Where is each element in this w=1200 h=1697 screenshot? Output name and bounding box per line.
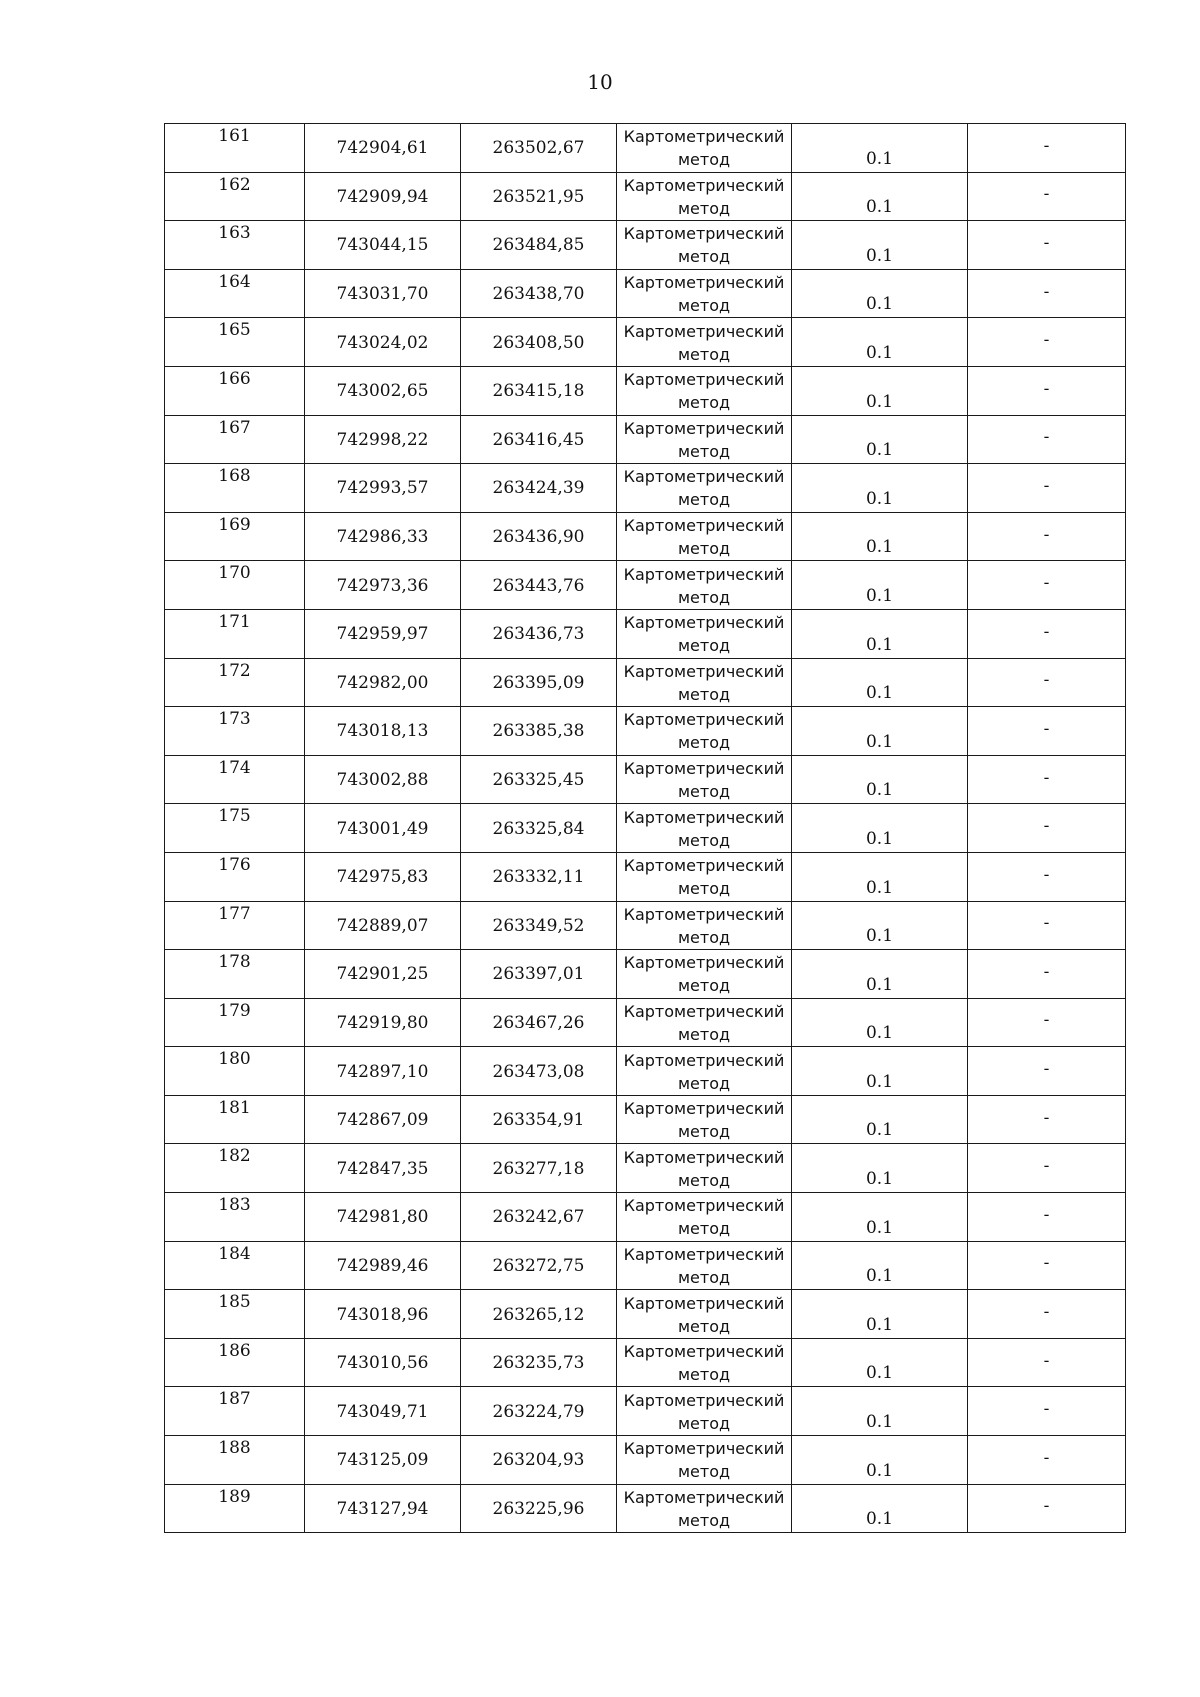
method-line: метод [677, 393, 731, 413]
method-line: метод [677, 830, 731, 850]
note-cell: - [968, 366, 1126, 415]
method-cell [617, 804, 792, 853]
method-line: Картометрический [623, 759, 785, 779]
note-cell: - [968, 415, 1126, 464]
method-line: Картометрический [623, 856, 785, 876]
method-cell [617, 1436, 792, 1485]
method-line: Картометрический [623, 1244, 785, 1264]
table-row [165, 1338, 1126, 1387]
point-number-cell: 178 [165, 950, 305, 999]
method-cell [617, 1047, 792, 1096]
note-cell: - [968, 221, 1126, 270]
accuracy-cell: 0.1 [792, 561, 968, 610]
method-cell [617, 221, 792, 270]
y-coordinate-cell: 263438,70 [461, 269, 617, 318]
note-cell: - [968, 755, 1126, 804]
note-cell: - [968, 1338, 1126, 1387]
y-coordinate-cell: 263473,08 [461, 1047, 617, 1096]
method-cell [617, 1338, 792, 1387]
note-cell: - [968, 1387, 1126, 1436]
method-cell [617, 269, 792, 318]
point-number-cell: 164 [165, 269, 305, 318]
table-row [165, 1241, 1126, 1290]
accuracy-cell: 0.1 [792, 1193, 968, 1242]
table-row [165, 1095, 1126, 1144]
note-cell: - [968, 1290, 1126, 1339]
accuracy-cell: 0.1 [792, 221, 968, 270]
point-number-cell: 173 [165, 707, 305, 756]
point-number-cell: 168 [165, 464, 305, 513]
accuracy-cell: 0.1 [792, 318, 968, 367]
method-cell [617, 950, 792, 999]
x-coordinate-cell: 742901,25 [305, 950, 461, 999]
method-line: метод [677, 587, 731, 607]
accuracy-cell: 0.1 [792, 950, 968, 999]
note-cell: - [968, 512, 1126, 561]
table-row [165, 707, 1126, 756]
method-line: метод [677, 782, 731, 802]
note-cell: - [968, 1144, 1126, 1193]
x-coordinate-cell: 743125,09 [305, 1436, 461, 1485]
y-coordinate-cell: 263397,01 [461, 950, 617, 999]
table-row [165, 1144, 1126, 1193]
table-row [165, 804, 1126, 853]
note-cell: - [968, 124, 1126, 173]
method-cell [617, 658, 792, 707]
method-line: Картометрический [623, 1001, 785, 1021]
accuracy-cell: 0.1 [792, 1387, 968, 1436]
method-line: метод [677, 927, 731, 947]
method-line: Картометрический [623, 1439, 785, 1459]
x-coordinate-cell: 743010,56 [305, 1338, 461, 1387]
method-cell [617, 901, 792, 950]
table-row [165, 1047, 1126, 1096]
method-cell [617, 1193, 792, 1242]
method-line: Картометрический [623, 904, 785, 924]
method-line: Картометрический [623, 1342, 785, 1362]
y-coordinate-cell: 263424,39 [461, 464, 617, 513]
note-cell: - [968, 172, 1126, 221]
method-line: Картометрический [623, 321, 785, 341]
accuracy-cell: 0.1 [792, 1144, 968, 1193]
method-line: Картометрический [623, 1196, 785, 1216]
point-number-cell: 166 [165, 366, 305, 415]
method-line: метод [677, 539, 731, 559]
note-cell: - [968, 658, 1126, 707]
y-coordinate-cell: 263467,26 [461, 998, 617, 1047]
x-coordinate-cell: 743002,88 [305, 755, 461, 804]
method-line: метод [677, 1510, 731, 1530]
method-line: Картометрический [623, 1390, 785, 1410]
method-cell [617, 464, 792, 513]
x-coordinate-cell: 742975,83 [305, 852, 461, 901]
table-row [165, 658, 1126, 707]
point-number-cell: 185 [165, 1290, 305, 1339]
y-coordinate-cell: 263502,67 [461, 124, 617, 173]
x-coordinate-cell: 742989,46 [305, 1241, 461, 1290]
table-row [165, 950, 1126, 999]
table-row [165, 172, 1126, 221]
accuracy-cell: 0.1 [792, 804, 968, 853]
point-number-cell: 163 [165, 221, 305, 270]
accuracy-cell: 0.1 [792, 464, 968, 513]
accuracy-cell: 0.1 [792, 1484, 968, 1533]
point-number-cell: 162 [165, 172, 305, 221]
table-row [165, 998, 1126, 1047]
table-row [165, 901, 1126, 950]
method-line: Картометрический [623, 224, 785, 244]
accuracy-cell: 0.1 [792, 1047, 968, 1096]
method-line: метод [677, 150, 731, 170]
accuracy-cell: 0.1 [792, 124, 968, 173]
method-line: метод [677, 441, 731, 461]
table-row [165, 1387, 1126, 1436]
y-coordinate-cell: 263325,84 [461, 804, 617, 853]
accuracy-cell: 0.1 [792, 1241, 968, 1290]
x-coordinate-cell: 743044,15 [305, 221, 461, 270]
method-line: Картометрический [623, 1293, 785, 1313]
point-number-cell: 187 [165, 1387, 305, 1436]
point-number-cell: 169 [165, 512, 305, 561]
method-cell [617, 707, 792, 756]
accuracy-cell: 0.1 [792, 755, 968, 804]
method-line: метод [677, 344, 731, 364]
table-row [165, 561, 1126, 610]
point-number-cell: 171 [165, 609, 305, 658]
y-coordinate-cell: 263385,38 [461, 707, 617, 756]
y-coordinate-cell: 263242,67 [461, 1193, 617, 1242]
y-coordinate-cell: 263443,76 [461, 561, 617, 610]
x-coordinate-cell: 742959,97 [305, 609, 461, 658]
point-number-cell: 177 [165, 901, 305, 950]
note-cell: - [968, 269, 1126, 318]
point-number-cell: 188 [165, 1436, 305, 1485]
y-coordinate-cell: 263521,95 [461, 172, 617, 221]
y-coordinate-cell: 263436,73 [461, 609, 617, 658]
note-cell: - [968, 901, 1126, 950]
method-line: метод [677, 879, 731, 899]
point-number-cell: 161 [165, 124, 305, 173]
y-coordinate-cell: 263235,73 [461, 1338, 617, 1387]
note-cell: - [968, 852, 1126, 901]
y-coordinate-cell: 263325,45 [461, 755, 617, 804]
point-number-cell: 189 [165, 1484, 305, 1533]
accuracy-cell: 0.1 [792, 901, 968, 950]
method-line: Картометрический [623, 953, 785, 973]
note-cell: - [968, 950, 1126, 999]
note-cell: - [968, 1436, 1126, 1485]
x-coordinate-cell: 743002,65 [305, 366, 461, 415]
table-row [165, 512, 1126, 561]
method-cell [617, 512, 792, 561]
x-coordinate-cell: 743018,13 [305, 707, 461, 756]
accuracy-cell: 0.1 [792, 172, 968, 221]
method-cell [617, 1144, 792, 1193]
accuracy-cell: 0.1 [792, 1436, 968, 1485]
method-line: Картометрический [623, 127, 785, 147]
method-line: метод [677, 1316, 731, 1336]
x-coordinate-cell: 743001,49 [305, 804, 461, 853]
method-line: Картометрический [623, 1099, 785, 1119]
x-coordinate-cell: 742904,61 [305, 124, 461, 173]
method-line: метод [677, 1073, 731, 1093]
method-line: Картометрический [623, 1147, 785, 1167]
method-cell [617, 1387, 792, 1436]
method-line: метод [677, 247, 731, 267]
method-line: метод [677, 1122, 731, 1142]
point-number-cell: 181 [165, 1095, 305, 1144]
method-cell [617, 172, 792, 221]
method-cell [617, 1484, 792, 1533]
method-line: метод [677, 1365, 731, 1385]
x-coordinate-cell: 742982,00 [305, 658, 461, 707]
point-number-cell: 170 [165, 561, 305, 610]
y-coordinate-cell: 263332,11 [461, 852, 617, 901]
method-cell [617, 318, 792, 367]
table-row [165, 852, 1126, 901]
accuracy-cell: 0.1 [792, 609, 968, 658]
table-row [165, 318, 1126, 367]
x-coordinate-cell: 743024,02 [305, 318, 461, 367]
point-number-cell: 175 [165, 804, 305, 853]
method-line: метод [677, 1024, 731, 1044]
point-number-cell: 172 [165, 658, 305, 707]
x-coordinate-cell: 743049,71 [305, 1387, 461, 1436]
method-line: Картометрический [623, 807, 785, 827]
accuracy-cell: 0.1 [792, 658, 968, 707]
y-coordinate-cell: 263277,18 [461, 1144, 617, 1193]
method-line: Картометрический [623, 613, 785, 633]
method-line: метод [677, 1170, 731, 1190]
method-cell [617, 1290, 792, 1339]
table-row [165, 415, 1126, 464]
note-cell: - [968, 561, 1126, 610]
method-cell [617, 755, 792, 804]
point-number-cell: 180 [165, 1047, 305, 1096]
x-coordinate-cell: 742909,94 [305, 172, 461, 221]
table-row [165, 1436, 1126, 1485]
x-coordinate-cell: 743031,70 [305, 269, 461, 318]
y-coordinate-cell: 263272,75 [461, 1241, 617, 1290]
note-cell: - [968, 998, 1126, 1047]
method-line: Картометрический [623, 467, 785, 487]
accuracy-cell: 0.1 [792, 852, 968, 901]
method-cell [617, 1095, 792, 1144]
accuracy-cell: 0.1 [792, 1095, 968, 1144]
point-number-cell: 165 [165, 318, 305, 367]
method-cell [617, 561, 792, 610]
accuracy-cell: 0.1 [792, 1338, 968, 1387]
y-coordinate-cell: 263408,50 [461, 318, 617, 367]
method-line: Картометрический [623, 1050, 785, 1070]
method-cell [617, 998, 792, 1047]
note-cell: - [968, 609, 1126, 658]
method-line: метод [677, 976, 731, 996]
method-cell [617, 415, 792, 464]
method-line: метод [677, 636, 731, 656]
y-coordinate-cell: 263224,79 [461, 1387, 617, 1436]
table-row [165, 464, 1126, 513]
accuracy-cell: 0.1 [792, 1290, 968, 1339]
method-line: Картометрический [623, 516, 785, 536]
method-cell [617, 852, 792, 901]
method-cell [617, 366, 792, 415]
method-line: метод [677, 1462, 731, 1482]
x-coordinate-cell: 742889,07 [305, 901, 461, 950]
method-cell [617, 609, 792, 658]
x-coordinate-cell: 742986,33 [305, 512, 461, 561]
x-coordinate-cell: 742867,09 [305, 1095, 461, 1144]
method-line: Картометрический [623, 175, 785, 195]
y-coordinate-cell: 263225,96 [461, 1484, 617, 1533]
x-coordinate-cell: 742998,22 [305, 415, 461, 464]
method-line: Картометрический [623, 370, 785, 390]
method-cell [617, 124, 792, 173]
accuracy-cell: 0.1 [792, 269, 968, 318]
method-line: метод [677, 1413, 731, 1433]
accuracy-cell: 0.1 [792, 366, 968, 415]
method-line: метод [677, 1219, 731, 1239]
y-coordinate-cell: 263204,93 [461, 1436, 617, 1485]
point-number-cell: 167 [165, 415, 305, 464]
accuracy-cell: 0.1 [792, 998, 968, 1047]
point-number-cell: 176 [165, 852, 305, 901]
accuracy-cell: 0.1 [792, 707, 968, 756]
method-line: Картометрический [623, 564, 785, 584]
note-cell: - [968, 1193, 1126, 1242]
point-number-cell: 183 [165, 1193, 305, 1242]
y-coordinate-cell: 263436,90 [461, 512, 617, 561]
note-cell: - [968, 464, 1126, 513]
x-coordinate-cell: 742981,80 [305, 1193, 461, 1242]
method-cell [617, 1241, 792, 1290]
x-coordinate-cell: 742897,10 [305, 1047, 461, 1096]
point-number-cell: 182 [165, 1144, 305, 1193]
page-number: 10 [587, 70, 613, 94]
x-coordinate-cell: 742847,35 [305, 1144, 461, 1193]
table-row [165, 1193, 1126, 1242]
method-line: метод [677, 733, 731, 753]
y-coordinate-cell: 263415,18 [461, 366, 617, 415]
table-row [165, 269, 1126, 318]
x-coordinate-cell: 742973,36 [305, 561, 461, 610]
table-row [165, 221, 1126, 270]
method-line: Картометрический [623, 1487, 785, 1507]
table-row [165, 366, 1126, 415]
accuracy-cell: 0.1 [792, 415, 968, 464]
method-line: Картометрический [623, 418, 785, 438]
method-line: метод [677, 490, 731, 510]
table-row [165, 609, 1126, 658]
point-number-cell: 186 [165, 1338, 305, 1387]
x-coordinate-cell: 742993,57 [305, 464, 461, 513]
note-cell: - [968, 1047, 1126, 1096]
coordinates-table [164, 123, 1126, 1533]
note-cell: - [968, 318, 1126, 367]
y-coordinate-cell: 263354,91 [461, 1095, 617, 1144]
y-coordinate-cell: 263416,45 [461, 415, 617, 464]
note-cell: - [968, 1484, 1126, 1533]
note-cell: - [968, 1241, 1126, 1290]
note-cell: - [968, 707, 1126, 756]
y-coordinate-cell: 263395,09 [461, 658, 617, 707]
y-coordinate-cell: 263484,85 [461, 221, 617, 270]
table-row [165, 755, 1126, 804]
y-coordinate-cell: 263349,52 [461, 901, 617, 950]
point-number-cell: 184 [165, 1241, 305, 1290]
coordinates-table-body [165, 124, 1126, 1533]
method-line: Картометрический [623, 710, 785, 730]
x-coordinate-cell: 742919,80 [305, 998, 461, 1047]
method-line: Картометрический [623, 661, 785, 681]
note-cell: - [968, 804, 1126, 853]
accuracy-cell: 0.1 [792, 512, 968, 561]
point-number-cell: 179 [165, 998, 305, 1047]
method-line: метод [677, 296, 731, 316]
note-cell: - [968, 1095, 1126, 1144]
table-row [165, 1290, 1126, 1339]
method-line: метод [677, 198, 731, 218]
point-number-cell: 174 [165, 755, 305, 804]
table-row [165, 124, 1126, 173]
x-coordinate-cell: 743018,96 [305, 1290, 461, 1339]
x-coordinate-cell: 743127,94 [305, 1484, 461, 1533]
method-line: метод [677, 1267, 731, 1287]
table-row [165, 1484, 1126, 1533]
y-coordinate-cell: 263265,12 [461, 1290, 617, 1339]
method-line: метод [677, 684, 731, 704]
method-line: Картометрический [623, 273, 785, 293]
